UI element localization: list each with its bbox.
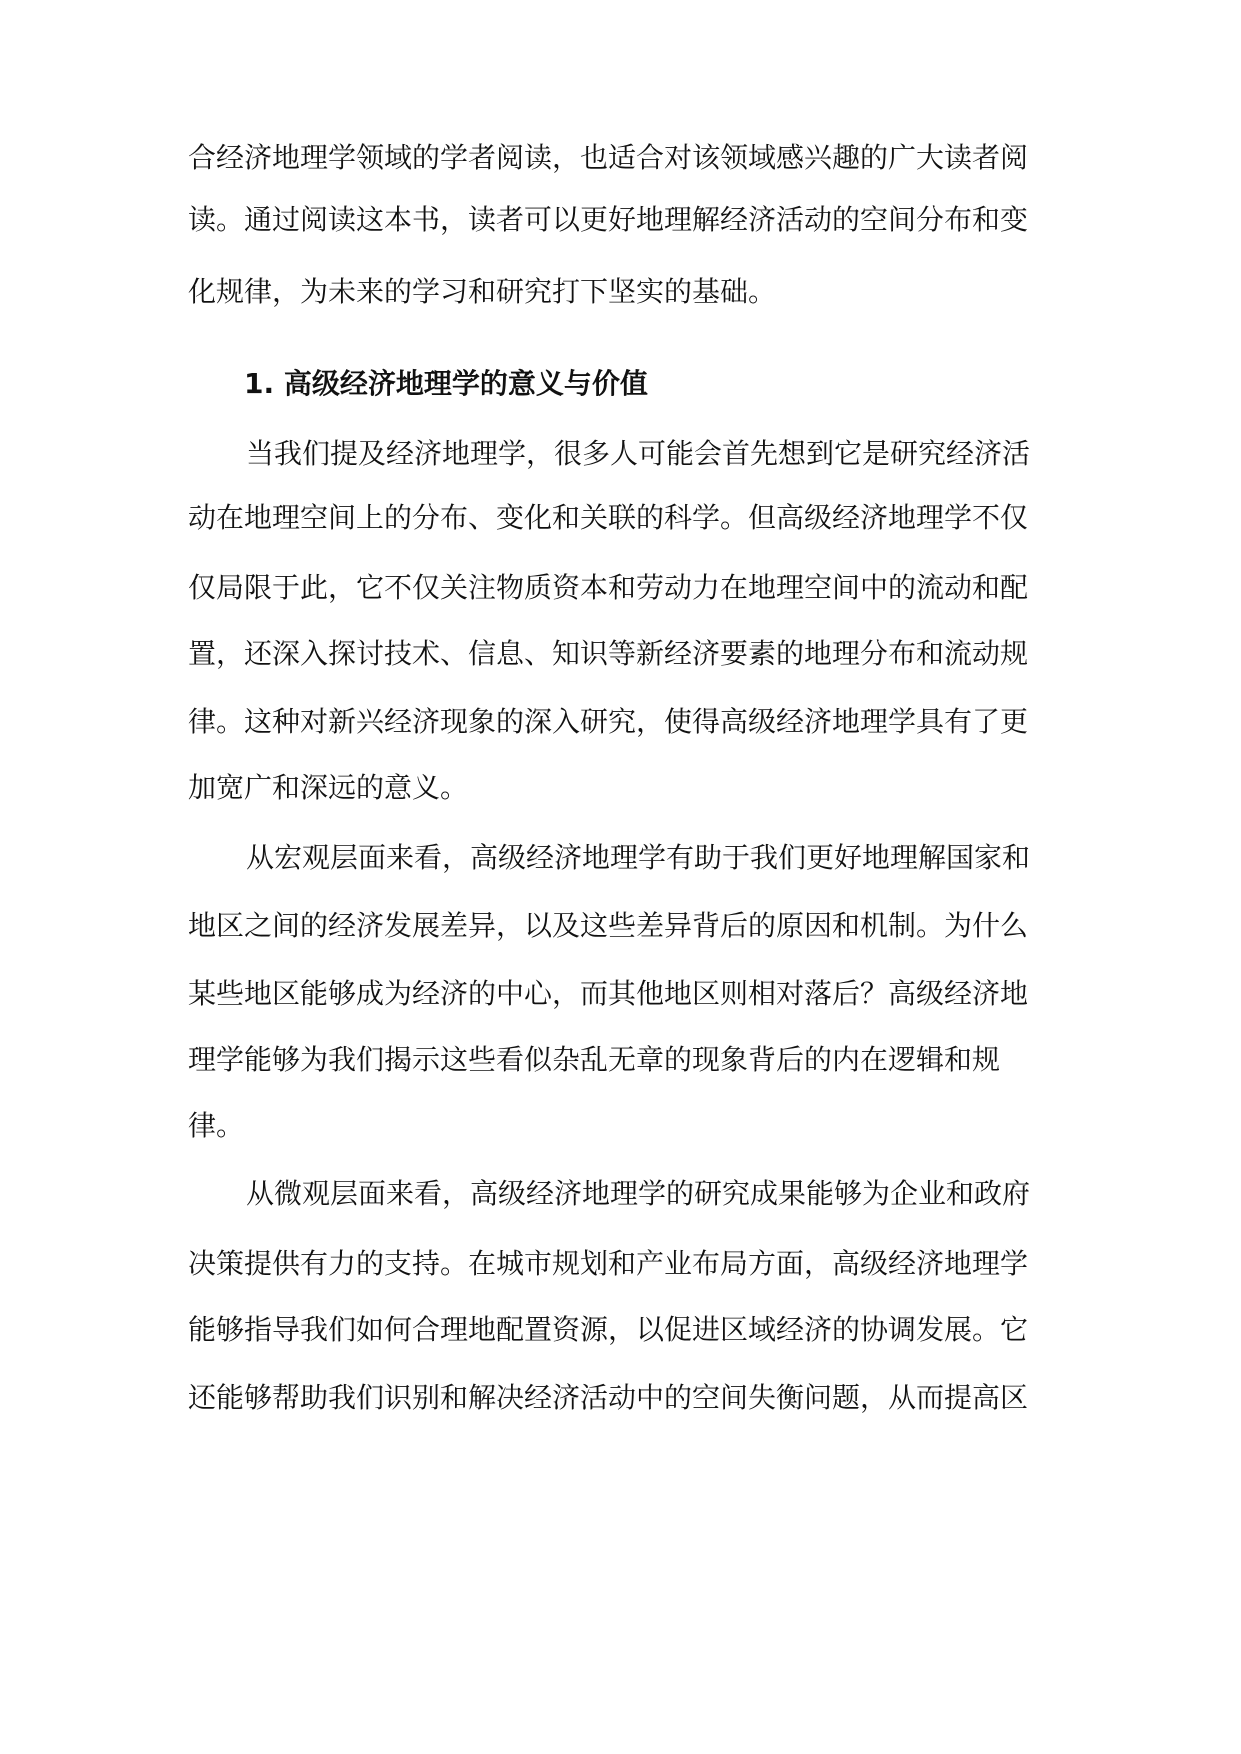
paragraph-1-line-1: 当我们提及经济地理学，很多人可能会首先想到它是研究经济活 bbox=[246, 437, 1031, 470]
paragraph-3-line-2: 决策提供有力的支持。在城市规划和产业布局方面，高级经济地理学 bbox=[188, 1247, 1029, 1280]
intro-line-2: 读。通过阅读这本书，读者可以更好地理解经济活动的空间分布和变 bbox=[188, 203, 1029, 236]
paragraph-3-line-3: 能够指导我们如何合理地配置资源，以促进区域经济的协调发展。它 bbox=[188, 1313, 1029, 1346]
paragraph-2-line-3: 某些地区能够成为经济的中心，而其他地区则相对落后？高级经济地 bbox=[188, 977, 1029, 1010]
paragraph-2-line-2: 地区之间的经济发展差异，以及这些差异背后的原因和机制。为什么 bbox=[188, 909, 1029, 942]
paragraph-2-line-4: 理学能够为我们揭示这些看似杂乱无章的现象背后的内在逻辑和规 bbox=[188, 1043, 1001, 1076]
paragraph-1-line-4: 置，还深入探讨技术、信息、知识等新经济要素的地理分布和流动规 bbox=[188, 637, 1029, 670]
section-heading: 1. 高级经济地理学的意义与价值 bbox=[244, 367, 648, 400]
paragraph-2-line-1: 从宏观层面来看，高级经济地理学有助于我们更好地理解国家和 bbox=[246, 841, 1031, 874]
paragraph-1-line-5: 律。这种对新兴经济现象的深入研究，使得高级经济地理学具有了更 bbox=[188, 705, 1029, 738]
intro-line-1: 合经济地理学领域的学者阅读，也适合对该领域感兴趣的广大读者阅 bbox=[188, 141, 1029, 174]
paragraph-3-line-1: 从微观层面来看，高级经济地理学的研究成果能够为企业和政府 bbox=[246, 1177, 1031, 1210]
paragraph-3-line-4: 还能够帮助我们识别和解决经济活动中的空间失衡问题，从而提高区 bbox=[188, 1381, 1029, 1414]
paragraph-2-line-5: 律。 bbox=[188, 1109, 245, 1142]
paragraph-1-line-2: 动在地理空间上的分布、变化和关联的科学。但高级经济地理学不仅 bbox=[188, 501, 1029, 534]
paragraph-1-line-6: 加宽广和深远的意义。 bbox=[188, 771, 469, 804]
intro-line-3: 化规律，为未来的学习和研究打下坚实的基础。 bbox=[188, 275, 777, 308]
paragraph-1-line-3: 仅局限于此，它不仅关注物质资本和劳动力在地理空间中的流动和配 bbox=[188, 571, 1029, 604]
